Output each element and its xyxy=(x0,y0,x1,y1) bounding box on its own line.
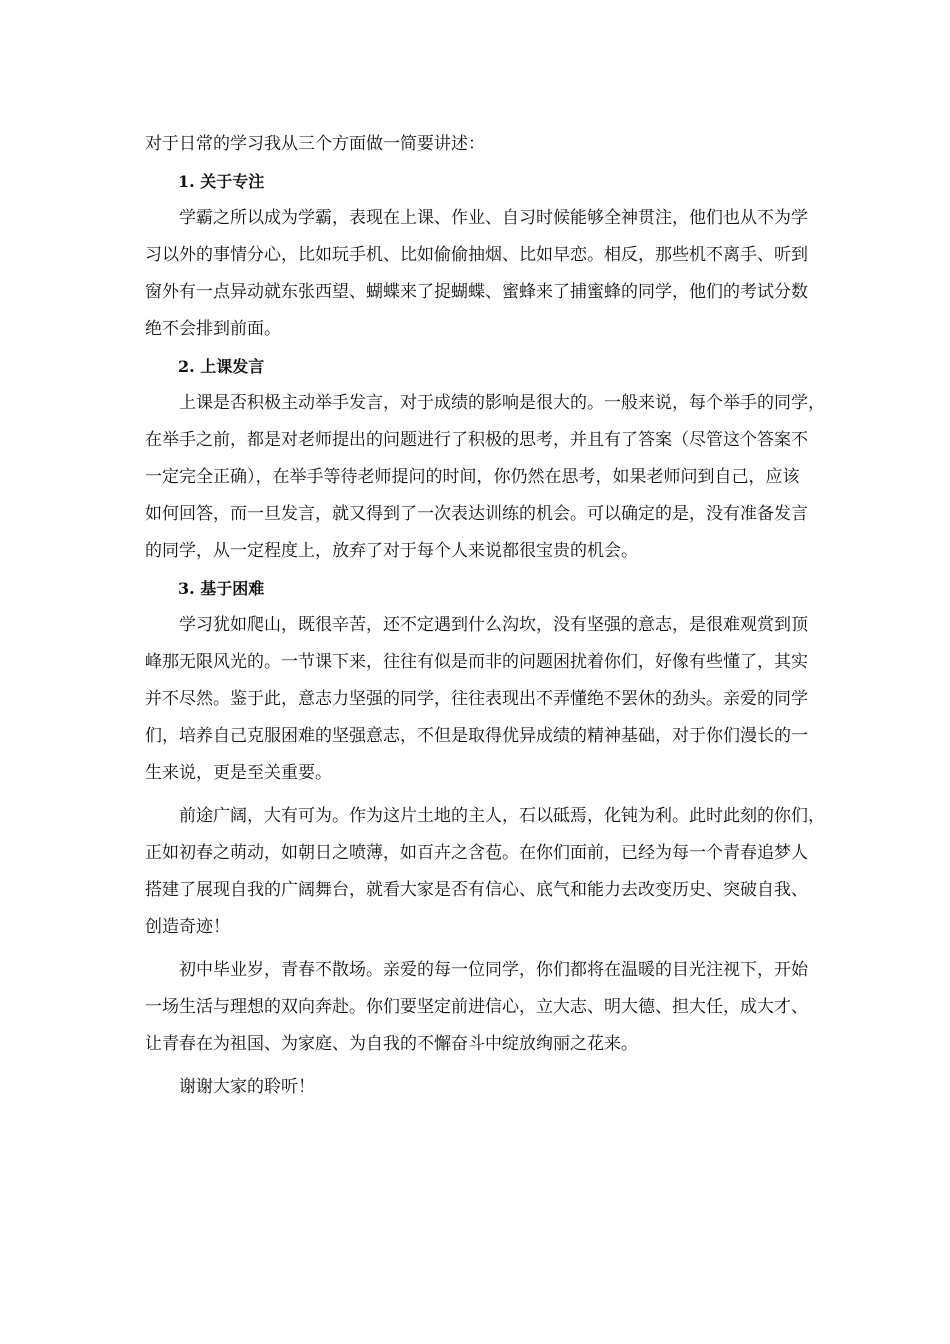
paragraph-line: 搭建了展现自我的广阔舞台，就看大家是否有信心、底气和能力去改变历史、突破自我、 xyxy=(145,880,808,900)
paragraph-line: 峰那无限风光的。一节课下来，往往有似是而非的问题困扰着你们，好像有些懂了，其实 xyxy=(145,652,808,672)
paragraph-line: 学习犹如爬山，既很辛苦，还不定遇到什么沟坎，没有坚强的意志，是很难观赏到顶 xyxy=(179,615,808,635)
closing-paragraph-graduation xyxy=(145,952,810,1063)
paragraph-line: 让青春在为祖国、为家庭、为自我的不懈奋斗中绽放绚丽之花来。 xyxy=(145,1034,638,1054)
paragraph-line: 上课是否积极主动举手发言，对于成绩的影响是很大的。一般来说，每个举手的同学， xyxy=(179,393,825,413)
section-paragraph-focus xyxy=(145,200,810,348)
intro-text: 对于日常的学习我从三个方面做一简要讲述： xyxy=(145,134,485,154)
section-paragraph-difficulty xyxy=(145,607,810,792)
paragraph-line: 窗外有一点异动就东张西望、蝴蝶来了捉蝴蝶、蜜蜂来了捕蜜蜂的同学，他们的考试分数 xyxy=(145,282,808,302)
paragraph-line: 们，培养自己克服困难的坚强意志，不但是取得优异成绩的精神基础，对于你们漫长的一 xyxy=(145,726,808,746)
section-heading-focus: 1. 关于专注 xyxy=(178,172,265,191)
paragraph-line: 初中毕业岁，青春不散场。亲爱的每一位同学，你们都将在温暖的目光注视下，开始 xyxy=(179,960,808,980)
closing-thanks xyxy=(145,1069,810,1106)
paragraph-line: 生来说，更是至关重要。 xyxy=(145,763,332,783)
paragraph-line: 绝不会排到前面。 xyxy=(145,319,281,339)
paragraph-line: 一场生活与理想的双向奔赴。你们要坚定前进信心，立大志、明大德、担大任，成大才、 xyxy=(145,997,808,1017)
paragraph-line: 习以外的事情分心，比如玩手机、比如偷偷抽烟、比如早恋。相反，那些机不离手、听到 xyxy=(145,245,808,265)
closing-paragraph-future xyxy=(145,798,825,946)
section-heading-difficulty: 3. 基于困难 xyxy=(178,579,265,598)
section-paragraph-speaking xyxy=(145,385,825,570)
paragraph-line: 一定完全正确），在举手等待老师提问的时间，你仍然在思考，如果老师问到自己，应该 xyxy=(145,467,800,487)
paragraph-line: 并不尽然。鉴于此，意志力坚强的同学，往往表现出不弄懂绝不罢休的劲头。亲爱的同学 xyxy=(145,689,808,709)
paragraph-line: 如何回答，而一旦发言，就又得到了一次表达训练的机会。可以确定的是，没有准备发言 xyxy=(145,504,808,524)
section-heading-speaking: 2. 上课发言 xyxy=(178,357,265,376)
paragraph-line: 的同学，从一定程度上，放弃了对于每个人来说都很宝贵的机会。 xyxy=(145,541,638,561)
paragraph-line: 前途广阔，大有可为。作为这片土地的主人，石以砥焉，化钝为利。此时此刻的你们， xyxy=(179,806,825,826)
document-body xyxy=(145,126,825,1106)
paragraph-line: 谢谢大家的聆听！ xyxy=(179,1077,315,1097)
paragraph-line: 学霸之所以成为学霸，表现在上课、作业、自习时候能够全神贯注，他们也从不为学 xyxy=(179,208,808,228)
paragraph-line: 创造奇迹！ xyxy=(145,917,230,937)
paragraph-line: 正如初春之萌动，如朝日之喷薄，如百卉之含苞。在你们面前，已经为每一个青春追梦人 xyxy=(145,843,808,863)
paragraph-line: 在举手之前，都是对老师提出的问题进行了积极的思考，并且有了答案（尽管这个答案不 xyxy=(145,430,808,450)
